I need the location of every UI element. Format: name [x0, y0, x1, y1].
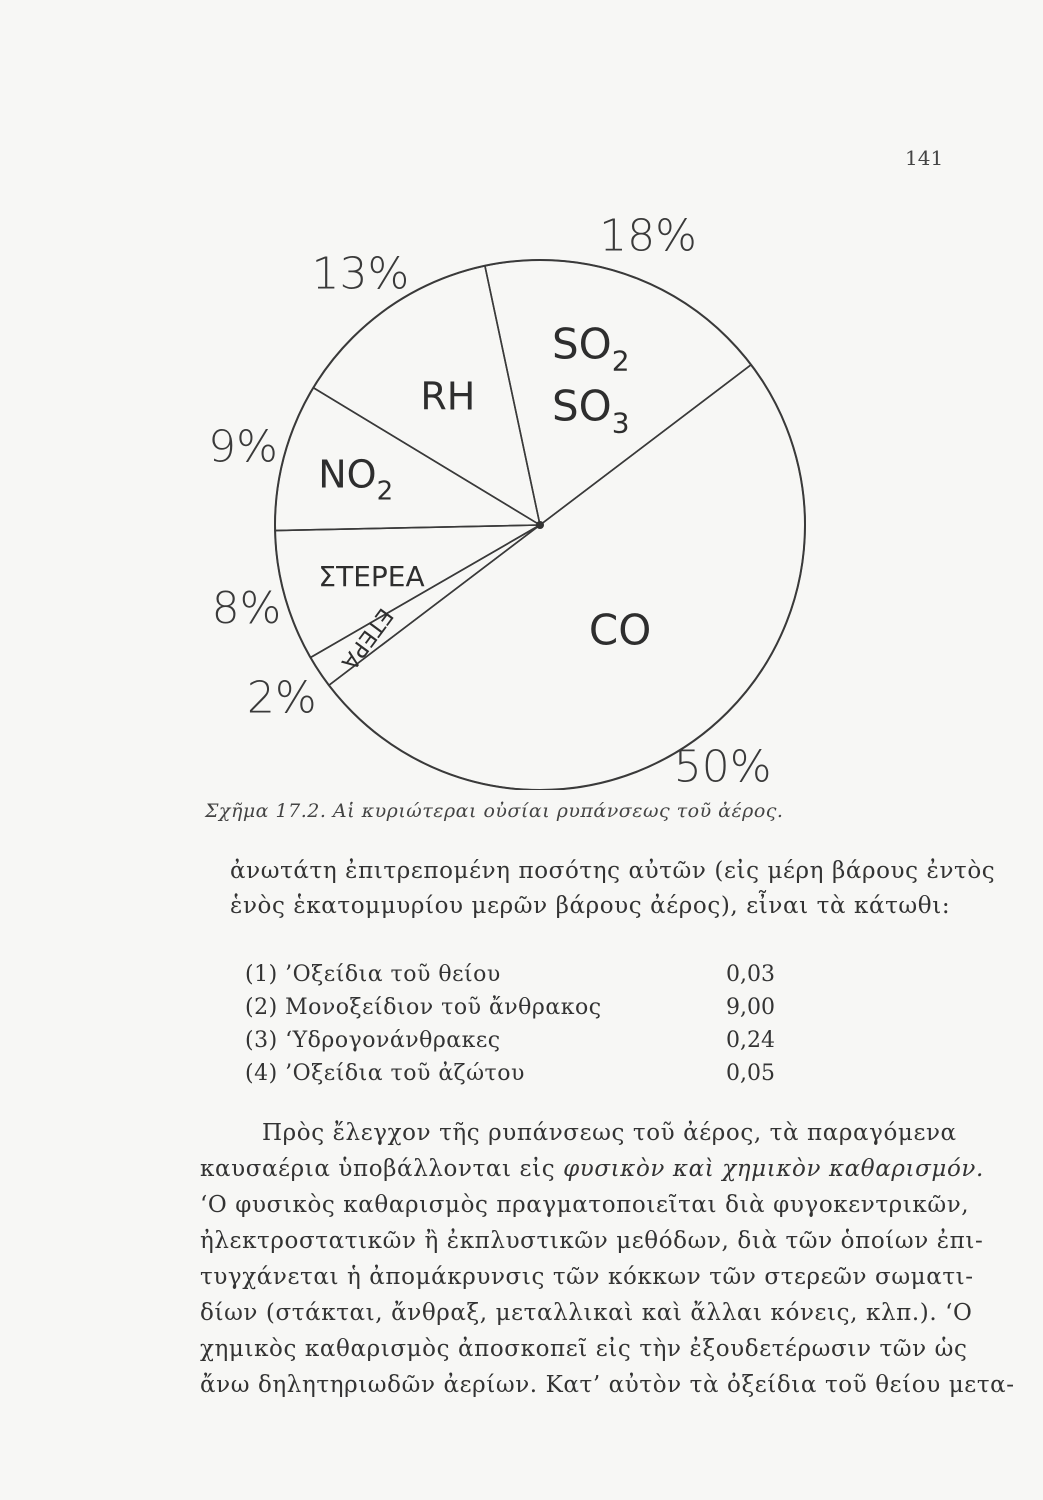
- intro-line-2: ἑνὸς ἑκατομμυρίου μερῶν βάρους ἀέρος), εἶναι τὰ κάτωθι:: [230, 893, 951, 919]
- slice-percent-label: 9%: [208, 421, 278, 473]
- paragraph-line: ‘Ο φυσικὸς καθαρισμὸς πραγματοποιεῖται διὰ φυγοκεντρικῶν,: [200, 1192, 970, 1218]
- slice-percent-label: 13%: [311, 248, 410, 300]
- slice-percent-label: 50%: [673, 741, 772, 790]
- slice-label: $NO_2$: [318, 452, 394, 507]
- slice-label: CO: [588, 605, 652, 655]
- pie-geometry: [275, 260, 805, 790]
- limit-label: (3) ‘Υδρογονάνθρακες: [245, 1028, 501, 1053]
- limit-value: 0,03: [726, 962, 775, 987]
- limit-row: [245, 1028, 775, 1058]
- slice-label: RH: [420, 374, 476, 419]
- paragraph-emphasis: φυσικὸν καὶ χημικὸν καθαρισμόν.: [563, 1156, 984, 1182]
- pie-labels: [208, 210, 771, 790]
- slice-percent-label: 18%: [599, 210, 697, 262]
- limit-label: (1) ’Οξείδια τοῦ θείου: [245, 962, 501, 987]
- paragraph-line: ἠλεκτροστατικῶν ἢ ἐκπλυστικῶν μεθόδων, διὰ τῶν ὁποίων ἐπι-: [200, 1228, 984, 1254]
- slice-percent-label: 8%: [211, 582, 282, 634]
- pie-center-dot: [536, 521, 544, 529]
- slice-label: $SO_3$: [552, 381, 630, 440]
- limit-row: [245, 962, 775, 992]
- limit-value: 0,05: [726, 1061, 775, 1086]
- paragraph-line: τυγχάνεται ἡ ἀπομάκρυνσις τῶν κόκκων τῶν στερεῶν σωματι-: [200, 1264, 974, 1290]
- limit-row: [245, 1061, 775, 1091]
- slice-label: ΕΤΕΡΑ: [335, 603, 398, 674]
- limit-label: (4) ’Οξείδια τοῦ ἀζώτου: [245, 1061, 525, 1086]
- paragraph-line: δίων (στάκται, ἄνθραξ, μεταλλικαὶ καὶ ἄλλαι κόνεις, κλπ.). ‘Ο: [200, 1300, 973, 1326]
- limit-value: 9,00: [726, 995, 775, 1020]
- paragraph-line: χημικὸς καθαρισμὸς ἀποσκοπεῖ εἰς τὴν ἐξουδετέρωσιν τῶν ὡς: [200, 1336, 968, 1362]
- figure-caption-wrap: [205, 800, 845, 822]
- pie-slice: [485, 260, 751, 525]
- paragraph-line: Πρὸς ἔλεγχον τῆς ρυπάνσεως τοῦ ἀέρος, τὰ παραγόμενα: [262, 1120, 957, 1146]
- limit-row: [245, 995, 775, 1025]
- intro-line-1: ἀνωτάτη ἐπιτρεπομένη ποσότης αὐτῶν (εἰς μέρη βάρους ἐντὸς: [230, 858, 996, 884]
- figure-caption: Σχῆμα 17.2. Αἱ κυριώτεραι οὐσίαι ρυπάνσεως τοῦ ἀέρος.: [205, 800, 784, 822]
- paragraph-line: ἄνω δηλητηριωδῶν ἀερίων. Κατ’ αὐτὸν τὰ ὀξείδια τοῦ θείου μετα-: [200, 1372, 1015, 1398]
- paragraph-text: καυσαέρια ὑποβάλλονται εἰς: [200, 1156, 564, 1182]
- limit-label: (2) Μονοξείδιον τοῦ ἄνθρακος: [245, 995, 602, 1020]
- slice-label: $SO_2$: [552, 319, 630, 378]
- page-number: 141: [905, 146, 944, 170]
- slice-label: ΣΤΕΡΕΑ: [318, 560, 425, 594]
- paragraph-line: [200, 1156, 984, 1182]
- limit-value: 0,24: [726, 1028, 775, 1053]
- pie-slice: [275, 388, 540, 531]
- slice-percent-label: 2%: [246, 672, 317, 724]
